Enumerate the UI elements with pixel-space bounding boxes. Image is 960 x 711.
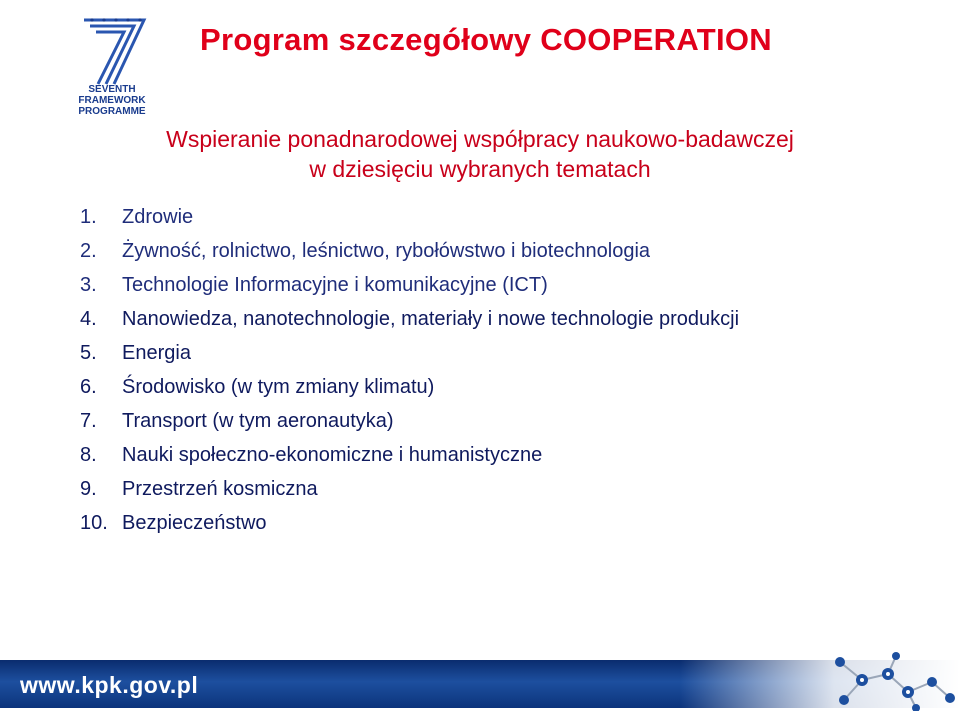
topic-item bbox=[80, 407, 840, 435]
topic-number: 6. bbox=[80, 376, 97, 398]
footer-url[interactable]: www.kpk.gov.pl bbox=[20, 672, 199, 698]
topic-item bbox=[80, 339, 840, 367]
topic-item bbox=[80, 203, 840, 231]
fp7-logo-text bbox=[62, 84, 162, 117]
logo-line-1: SEVENTH FRAMEWORK bbox=[78, 84, 146, 106]
topic-text: Przestrzeń kosmiczna bbox=[122, 478, 318, 500]
fp7-logo-icon bbox=[62, 14, 162, 88]
molecule-icon bbox=[800, 652, 960, 711]
topic-list bbox=[80, 203, 840, 543]
topic-text: Technologie Informacyjne i komunikacyjne (ICT) bbox=[122, 274, 548, 296]
topic-number: 9. bbox=[80, 478, 97, 500]
topic-text: Środowisko (w tym zmiany klimatu) bbox=[122, 376, 435, 398]
topic-item bbox=[80, 509, 840, 537]
page-title: Program szczegółowy COOPERATION bbox=[200, 22, 772, 57]
topic-number: 10. bbox=[80, 512, 108, 534]
topic-text: Nanowiedza, nanotechnologie, materiały i nowe technologie produkcji bbox=[122, 308, 740, 330]
topic-number: 3. bbox=[80, 274, 97, 296]
topic-item bbox=[80, 475, 840, 503]
topic-text: Żywność, rolnictwo, leśnictwo, rybołówstwo i biotechnologia bbox=[122, 240, 651, 262]
topic-number: 2. bbox=[80, 240, 97, 262]
topic-number: 4. bbox=[80, 308, 97, 330]
logo-line-2: PROGRAMME bbox=[78, 106, 146, 117]
topic-item bbox=[80, 271, 840, 299]
topic-item bbox=[80, 237, 840, 265]
page-subtitle bbox=[0, 124, 960, 184]
topic-number: 7. bbox=[80, 410, 97, 432]
topic-item bbox=[80, 441, 840, 469]
footer-banner bbox=[0, 652, 960, 711]
topic-item bbox=[80, 373, 840, 401]
topic-number: 5. bbox=[80, 342, 97, 364]
topic-number: 1. bbox=[80, 206, 97, 228]
topic-number: 8. bbox=[80, 444, 97, 466]
topic-text: Bezpieczeństwo bbox=[122, 512, 267, 534]
topic-text: Transport (w tym aeronautyka) bbox=[122, 410, 394, 432]
topic-text: Nauki społeczno-ekonomiczne i humanistyczne bbox=[122, 444, 543, 466]
topic-text: Zdrowie bbox=[122, 206, 194, 228]
subtitle-line-2: w dziesięciu wybranych tematach bbox=[309, 156, 651, 182]
topic-text: Energia bbox=[122, 342, 191, 364]
topic-item bbox=[80, 305, 840, 333]
subtitle-line-1: Wspieranie ponadnarodowej współpracy naukowo-badawczej bbox=[166, 126, 794, 152]
